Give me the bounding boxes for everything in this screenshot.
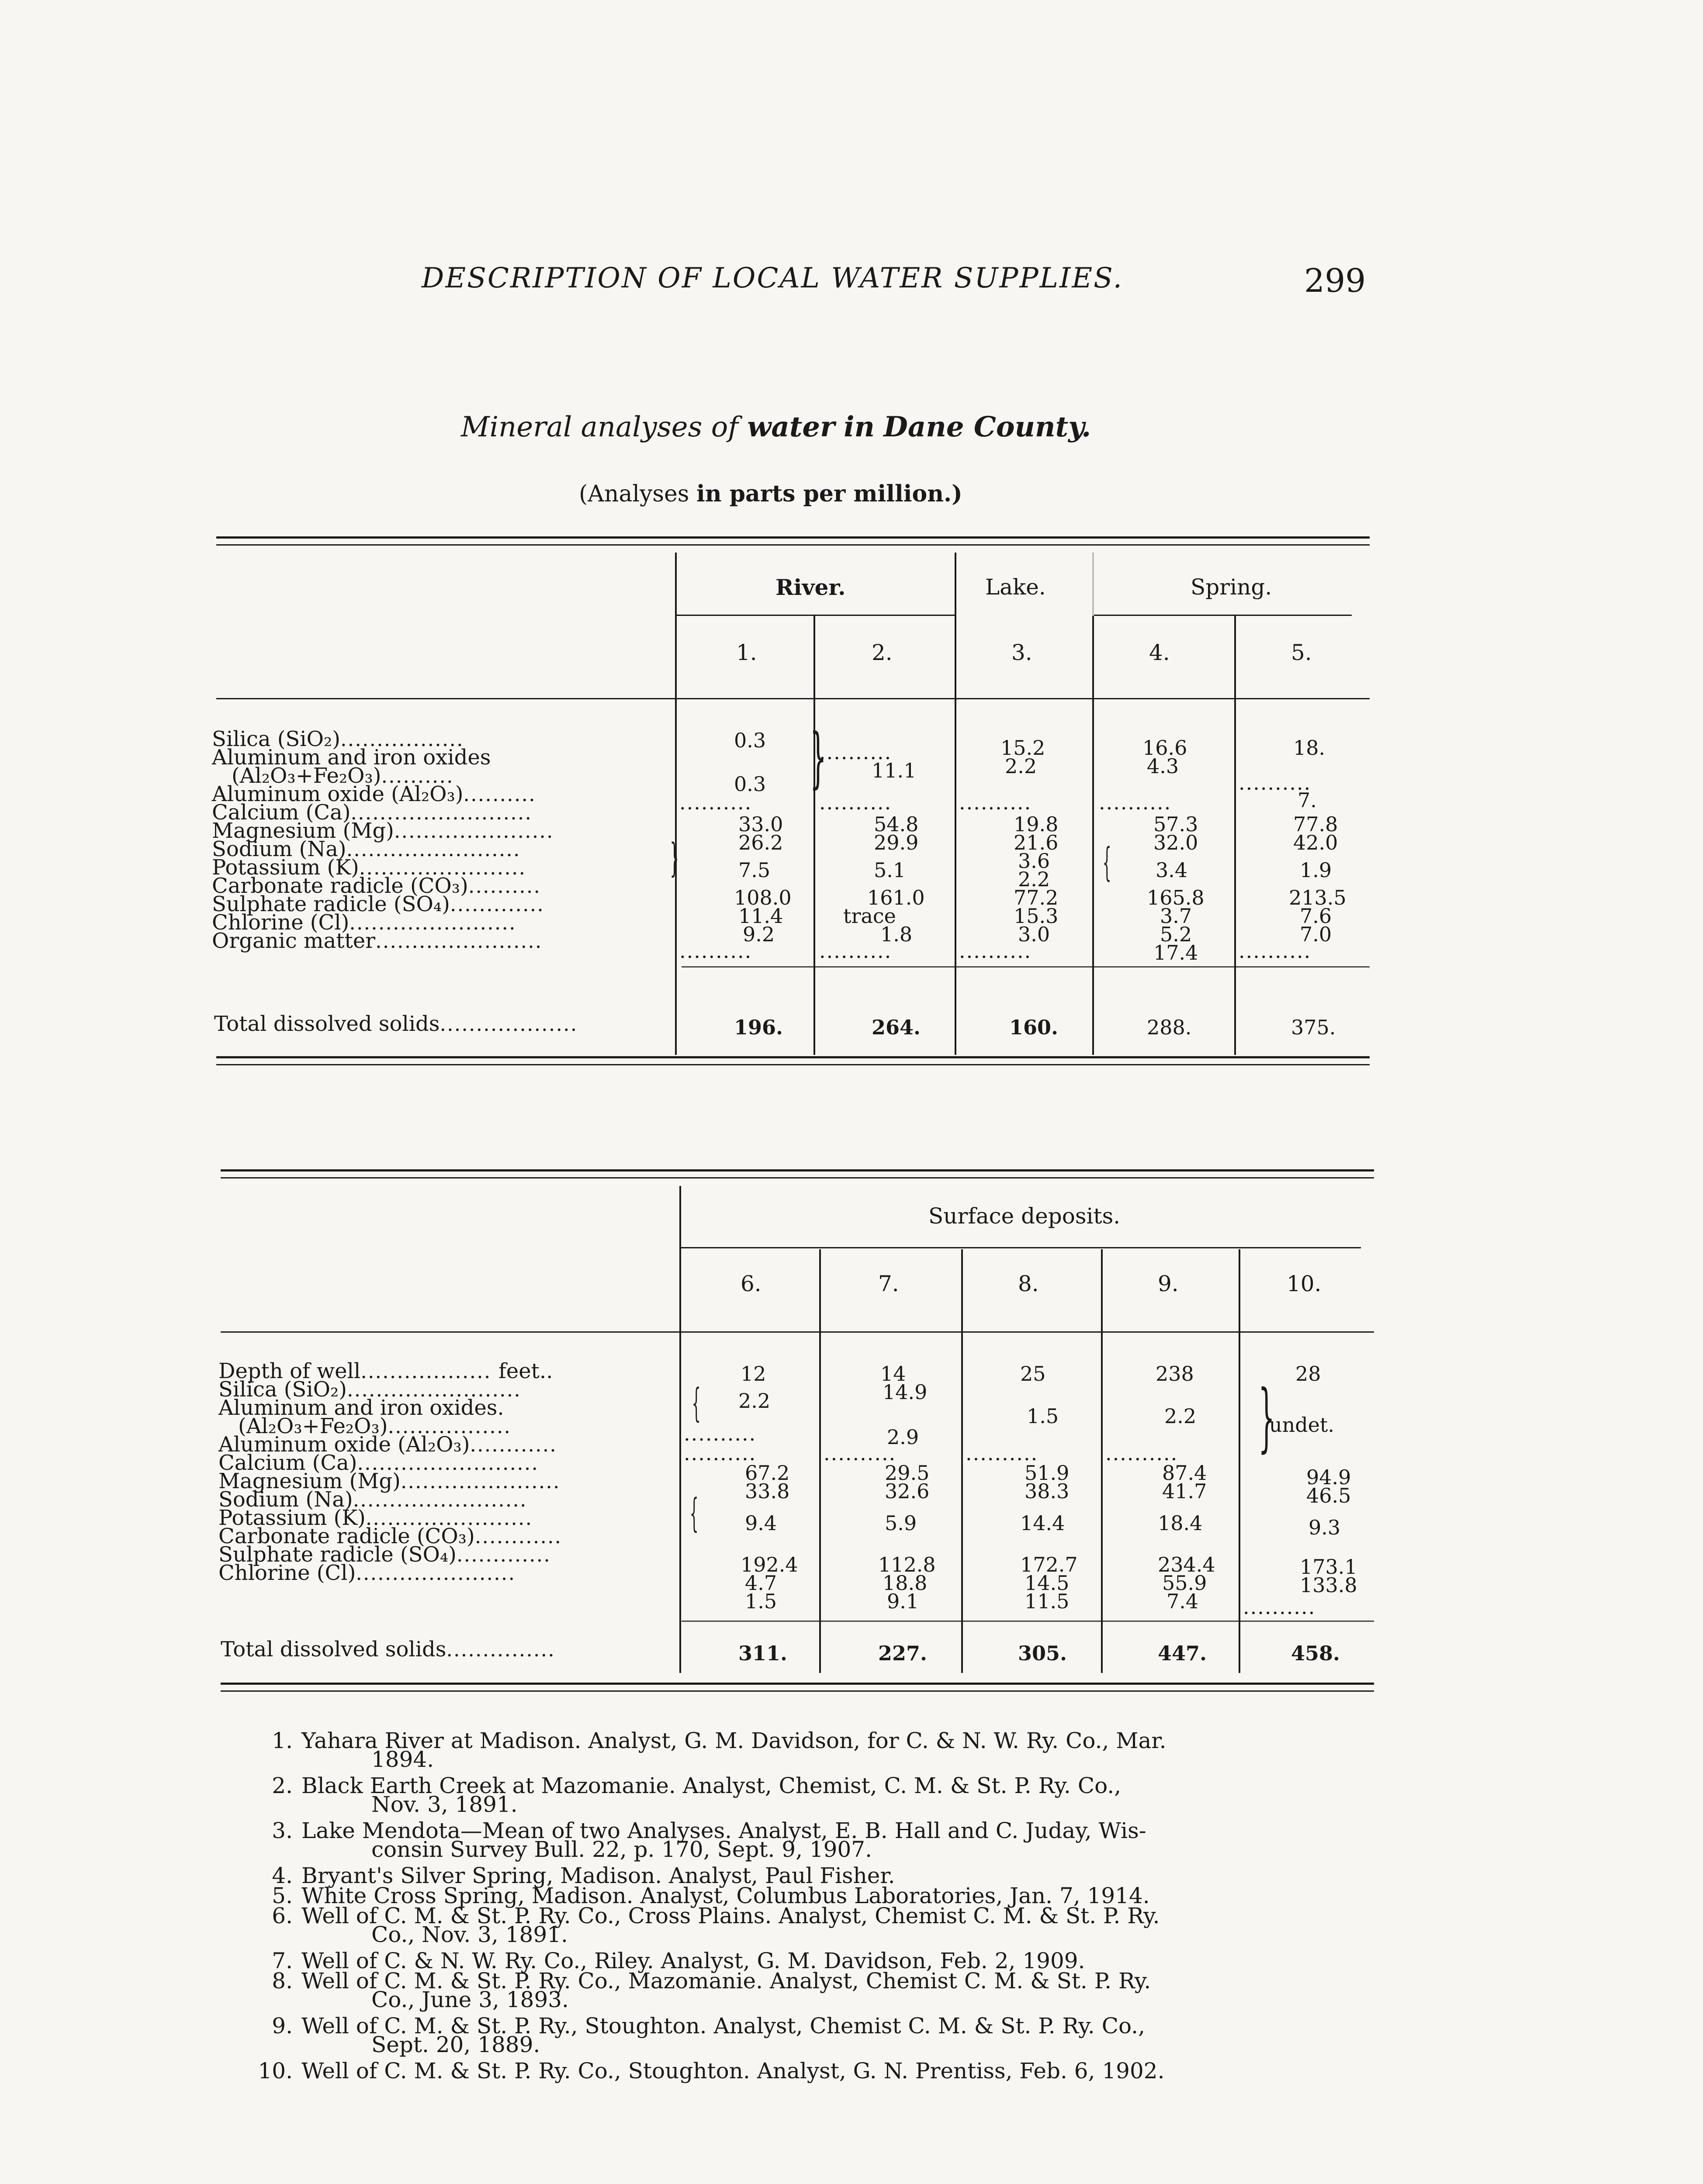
table1-col-4: 4. (1149, 640, 1170, 665)
brace-t1-col1: } (810, 720, 827, 796)
t1-r9-c2: 15.3 (1014, 904, 1059, 928)
t2-total-c3: 447. (1158, 1641, 1207, 1665)
t2-total-c4: 458. (1291, 1641, 1340, 1665)
table1-group-spring: Spring. (1191, 574, 1272, 600)
table1-vrule-4 (1234, 616, 1236, 1055)
footnote-3-cont: consin Survey Bull. 22, p. 170, Sept. 9, 1907. (371, 1837, 872, 1862)
table-subtitle: (Analyses in parts per million.) (579, 480, 962, 507)
t2-r0-c3: 238 (1156, 1362, 1194, 1386)
t1-dots-c0: .......... (679, 791, 752, 814)
table1-group-rule-spring (1094, 615, 1352, 616)
footnote-1-cont: 1894. (371, 1747, 434, 1772)
t1-r9-c4: 7.6 (1300, 904, 1332, 928)
t2-r0-c2: 25 (1020, 1362, 1046, 1386)
t2-r2-c3: 2.2 (1164, 1404, 1197, 1428)
footnote-6: 6. Well of C. M. & St. P. Ry. Co., Cross Plains. Analyst, Chemist C. M. & St. P. Ry. (272, 1903, 1160, 1928)
table2-col-7: 7. (878, 1271, 899, 1296)
table2-vrule-1 (819, 1249, 821, 1673)
t1-r8-c0: 108.0 (734, 886, 792, 909)
t1-row-label-4: Calcium (Ca)......................... (212, 800, 532, 825)
t1-r9-c3: 3.7 (1160, 904, 1192, 928)
t1-row-label-2: (Al₂O₃+Fe₂O₃).......... (232, 764, 454, 788)
t1-r0-c4: 18. (1293, 736, 1326, 760)
footnote-2: 2. Black Earth Creek at Mazomanie. Analyst, Chemist, C. M. & St. P. Ry. Co., (272, 1773, 1121, 1798)
footnote-5: 5. White Cross Spring, Madison. Analyst, Columbus Laboratories, Jan. 7, 1914. (272, 1883, 1150, 1908)
footnote-7: 7. Well of C. & N. W. Ry. Co., Riley. Analyst, G. M. Davidson, Feb. 2, 1909. (272, 1948, 1085, 1973)
table2-col-8: 8. (1018, 1271, 1039, 1296)
t1-dots-om-c0: .......... (679, 939, 752, 963)
t1-r5-c3: 32.0 (1153, 831, 1198, 854)
table1-bottom-rule (216, 1056, 1370, 1058)
t2-dots-c3: .......... (1105, 1441, 1178, 1465)
t1-row-label-0: Silica (SiO₂)................. (212, 727, 464, 751)
t1-r1-c3: 4.3 (1147, 754, 1179, 778)
title-part3: in (844, 411, 875, 443)
t1-row-label-11: Organic matter....................... (212, 929, 543, 953)
t1-r6-c4: 1.9 (1300, 858, 1332, 882)
t2-r0-c4: 28 (1295, 1362, 1321, 1386)
footnote-8: 8. Well of C. M. & St. P. Ry. Co., Mazomanie. Analyst, Chemist C. M. & St. P. Ry. (272, 1968, 1151, 1994)
table2-group-surface: Surface deposits. (928, 1203, 1121, 1229)
t1-r1-c1: 11.1 (872, 759, 917, 782)
brace-t1-label-na-k: } (670, 835, 679, 881)
title-part4: Dane County. (883, 411, 1091, 443)
t2-row-label-7: Sodium (Na)........................ (218, 1487, 527, 1512)
t1-r4-c1: 54.8 (874, 812, 919, 836)
table1-group-lake: Lake. (985, 574, 1046, 600)
table1-col-1: 1. (736, 640, 757, 665)
t2-r5-c2: 51.9 (1025, 1461, 1070, 1485)
t1-dots-c1-top: .......... (819, 740, 892, 764)
t2-r0-c1: 14 (880, 1362, 906, 1386)
t2-r5-c0: 67.2 (745, 1461, 790, 1485)
table2-col-10: 10. (1287, 1271, 1322, 1296)
brace-t2-na-k: { (689, 1490, 699, 1536)
t2-r6-c2: 38.3 (1025, 1479, 1070, 1503)
t2-row-label-3: (Al₂O₃+Fe₂O₃)................. (238, 1414, 512, 1438)
footnote-3: 3. Lake Mendota—Mean of two Analyses. Analyst, E. B. Hall and C. Juday, Wis- (272, 1818, 1146, 1843)
table2-top-rule-2 (221, 1177, 1374, 1178)
t1-r9-c1: trace (843, 904, 896, 928)
table2-col-6: 6. (741, 1271, 762, 1296)
t1-r10-c1: 1.8 (880, 923, 913, 946)
t1-r10-c3: 5.2 (1160, 923, 1192, 946)
table1-header-rule (216, 698, 1370, 699)
table1-group-river: River. (775, 574, 846, 600)
t1-total-rule (682, 966, 1370, 968)
t2-row-label-0: Depth of well.................. feet.. (218, 1359, 553, 1383)
table1-col-5: 5. (1291, 640, 1312, 665)
t1-r1-c2: 2.2 (1005, 754, 1037, 778)
table2-col-9: 9. (1158, 1271, 1179, 1296)
t1-r4-c0: 33.0 (738, 812, 783, 836)
t1-row-label-5: Magnesium (Mg)...................... (212, 819, 554, 843)
footnote-6-cont: Co., Nov. 3, 1891. (371, 1922, 568, 1947)
t1-r5-c4: 42.0 (1293, 831, 1338, 854)
table1-vrule-1 (813, 616, 815, 1055)
t2-r10-c4: 133.8 (1300, 1573, 1357, 1597)
table1-bottom-rule-2 (216, 1064, 1370, 1065)
t1-row-label-10: Chlorine (Cl)....................... (212, 910, 516, 935)
t2-r11-c3: 7.4 (1166, 1590, 1199, 1613)
t2-r5-c4: 94.9 (1306, 1465, 1351, 1489)
t1-total-c3: 288. (1147, 1016, 1192, 1039)
t2-dots-c1: .......... (824, 1441, 896, 1465)
table2-vrule-0 (679, 1186, 681, 1673)
t1-dots-c4: .......... (1239, 771, 1312, 795)
t2-row-label-11: Chlorine (Cl)...................... (218, 1561, 516, 1585)
t1-r8-c4: 213.5 (1289, 886, 1346, 909)
t2-r3-c1: 2.9 (887, 1425, 919, 1449)
t1-r9-c0: 11.4 (738, 904, 783, 928)
t1-r5-c0: 26.2 (738, 831, 783, 854)
t2-row-label-9: Carbonate radicle (CO₃)............ (218, 1524, 562, 1548)
table-title (461, 411, 1091, 443)
t1-r0-c0: 0.3 (734, 729, 766, 752)
t2-r11-c2: 11.5 (1025, 1590, 1070, 1613)
t2-r10-c3: 55.9 (1162, 1571, 1207, 1595)
t2-total-rule (682, 1621, 1374, 1622)
table2-header-rule (221, 1331, 1374, 1333)
table2-bottom-rule-2 (221, 1690, 1374, 1692)
t2-r7-c1: 5.9 (885, 1511, 917, 1535)
t1-dots-c2: .......... (959, 791, 1032, 814)
t2-row-label-8: Potassium (K)....................... (218, 1506, 533, 1530)
t1-r6-c0: 7.5 (738, 858, 771, 882)
table1-col-2: 2. (872, 640, 893, 665)
t1-r7-c2: 2.2 (1018, 867, 1050, 891)
t2-r6-c3: 41.7 (1162, 1479, 1207, 1503)
running-title: DESCRIPTION OF LOCAL WATER SUPPLIES. (422, 262, 1123, 294)
t2-r0-c0: 12 (741, 1362, 766, 1386)
t1-row-label-3: Aluminum oxide (Al₂O₃).......... (212, 782, 536, 806)
t2-row-label-10: Sulphate radicle (SO₄)............. (218, 1542, 551, 1567)
table1-vrule-3b (1092, 616, 1094, 1055)
t1-r8-c3: 165.8 (1147, 886, 1205, 909)
t1-dots-om-c1: .......... (819, 939, 892, 963)
t2-r6-c1: 32.6 (885, 1479, 930, 1503)
t2-r9-c2: 172.7 (1020, 1553, 1078, 1576)
t2-row-label-2: Aluminum and iron oxides. (218, 1396, 504, 1420)
t1-r2-c0: 0.3 (734, 772, 766, 796)
t2-total-c2: 305. (1018, 1641, 1067, 1665)
t1-r5-c2: 21.6 (1014, 831, 1059, 854)
table2-top-rule (221, 1169, 1374, 1171)
t1-r11-c3: 17.4 (1153, 941, 1198, 964)
t2-r5-c3: 87.4 (1162, 1461, 1207, 1485)
brace-t1-col4: { (1102, 840, 1111, 885)
footnote-1: 1. Yahara River at Madison. Analyst, G. M. Davidson, for C. & N. W. Ry. Co., Mar. (272, 1728, 1166, 1753)
table1-group-rule-river (676, 615, 955, 616)
table2-vrule-3 (1101, 1249, 1103, 1673)
t1-r0-c2: 15.2 (1000, 736, 1045, 760)
footnote-8-cont: Co., June 3, 1893. (371, 1987, 569, 2012)
table2-vrule-2 (961, 1249, 963, 1673)
table1-vrule-2 (955, 553, 956, 1055)
t2-r5-c1: 29.5 (885, 1461, 930, 1485)
t2-r11-c1: 9.1 (887, 1590, 919, 1613)
t2-r10-c0: 4.7 (745, 1571, 777, 1595)
t1-total-c0: 196. (734, 1016, 783, 1039)
t2-r1-c1: 14.9 (883, 1380, 928, 1404)
t1-r4-c3: 57.3 (1153, 812, 1198, 836)
t1-total-label: Total dissolved solids................... (214, 1012, 578, 1036)
t1-r3-c4: 7. (1298, 788, 1317, 812)
t2-row-label-6: Magnesium (Mg)...................... (218, 1469, 561, 1493)
brace-t2-col6: { (692, 1380, 701, 1426)
t2-r7-c4: 9.3 (1308, 1516, 1341, 1539)
t1-r6-c3: 3.4 (1156, 858, 1188, 882)
t2-r2-c4: undet. (1269, 1413, 1335, 1437)
t2-r6-c4: 46.5 (1306, 1484, 1351, 1507)
table1-vrule-0 (675, 553, 677, 1055)
t2-r7-c3: 18.4 (1158, 1511, 1203, 1535)
t1-r5-c1: 29.9 (874, 831, 919, 854)
t2-total-label: Total dissolved solids............... (221, 1637, 555, 1662)
t2-r9-c1: 112.8 (878, 1553, 936, 1576)
table1-col-3: 3. (1011, 640, 1032, 665)
footnote-9: 9. Well of C. M. & St. P. Ry., Stoughton. Analyst, Chemist C. M. & St. P. Ry. Co., (272, 2013, 1145, 2039)
t2-dots-c2: .......... (966, 1441, 1038, 1465)
t2-r6-c0: 33.8 (745, 1479, 790, 1503)
t2-r2-c2: 1.5 (1027, 1404, 1059, 1428)
t2-r10-c1: 18.8 (883, 1571, 928, 1595)
t1-r4-c4: 77.8 (1293, 812, 1338, 836)
t1-r6-c1: 5.1 (874, 858, 906, 882)
t2-r9-c4: 173.1 (1300, 1555, 1357, 1579)
t1-r10-c4: 7.0 (1300, 923, 1332, 946)
brace-t2-col10: } (1258, 1374, 1275, 1461)
t1-dots-c1: .......... (819, 791, 892, 814)
table2-bottom-rule (221, 1683, 1374, 1685)
t2-dots-c0: .......... (684, 1422, 757, 1445)
t1-total-c4: 375. (1291, 1016, 1336, 1039)
t2-r9-c0: 192.4 (741, 1553, 798, 1576)
t2-total-c1: 227. (878, 1641, 928, 1665)
footnote-2-cont: Nov. 3, 1891. (371, 1792, 518, 1817)
t2-r11-c0: 1.5 (745, 1590, 777, 1613)
t2-dots-c0b: .......... (684, 1441, 757, 1465)
t1-r4-c2: 19.8 (1014, 812, 1059, 836)
t1-row-label-1: Aluminum and iron oxides (212, 745, 491, 770)
table2-vrule-4 (1239, 1249, 1240, 1673)
title-part1: Mineral analyses of (461, 411, 738, 443)
t2-r9-c3: 234.4 (1158, 1553, 1215, 1576)
t1-row-label-6: Sodium (Na)........................ (212, 837, 521, 861)
t1-r0-c3: 16.6 (1142, 736, 1187, 760)
t1-row-label-9: Sulphate radicle (SO₄)............. (212, 892, 544, 916)
t1-r10-c0: 9.2 (743, 923, 775, 946)
t1-r6-c2: 3.6 (1018, 849, 1050, 873)
footnote-9-cont: Sept. 20, 1889. (371, 2032, 540, 2057)
table1-top-rule-2 (216, 544, 1370, 546)
t1-dots-om-c4: .......... (1239, 939, 1312, 963)
t2-total-c0: 311. (738, 1641, 788, 1665)
t2-dots-cl-c4: .......... (1243, 1595, 1316, 1619)
t1-r8-c2: 77.2 (1014, 886, 1059, 909)
footnote-10: 10. Well of C. M. & St. P. Ry. Co., Stoughton. Analyst, G. N. Prentiss, Feb. 6, 1902. (258, 2058, 1165, 2084)
t2-r7-c2: 14.4 (1020, 1511, 1065, 1535)
t1-row-label-8: Carbonate radicle (CO₃).......... (212, 874, 541, 898)
t1-r10-c2: 3.0 (1018, 923, 1050, 946)
t2-r7-c0: 9.4 (745, 1511, 777, 1535)
t1-total-c2: 160. (1009, 1016, 1059, 1039)
t1-dots-om-c2: .......... (959, 939, 1032, 963)
title-part2: water (747, 411, 835, 443)
table1-top-rule (216, 536, 1370, 539)
table2-group-rule (681, 1247, 1361, 1248)
t2-row-label-4: Aluminum oxide (Al₂O₃)............ (218, 1432, 557, 1457)
page-number: 299 (1304, 262, 1366, 300)
t1-row-label-7: Potassium (K)....................... (212, 855, 526, 880)
t2-row-label-5: Calcium (Ca)......................... (218, 1451, 539, 1475)
footnote-4: 4. Bryant's Silver Spring, Madison. Analyst, Paul Fisher. (272, 1863, 895, 1888)
t1-dots-c3: .......... (1099, 791, 1172, 814)
t1-total-c1: 264. (872, 1016, 921, 1039)
t2-row-label-1: Silica (SiO₂)........................ (218, 1377, 521, 1402)
t2-r10-c2: 14.5 (1025, 1571, 1070, 1595)
t1-r8-c1: 161.0 (867, 886, 925, 909)
t2-r1-c0: 2.2 (738, 1389, 771, 1413)
